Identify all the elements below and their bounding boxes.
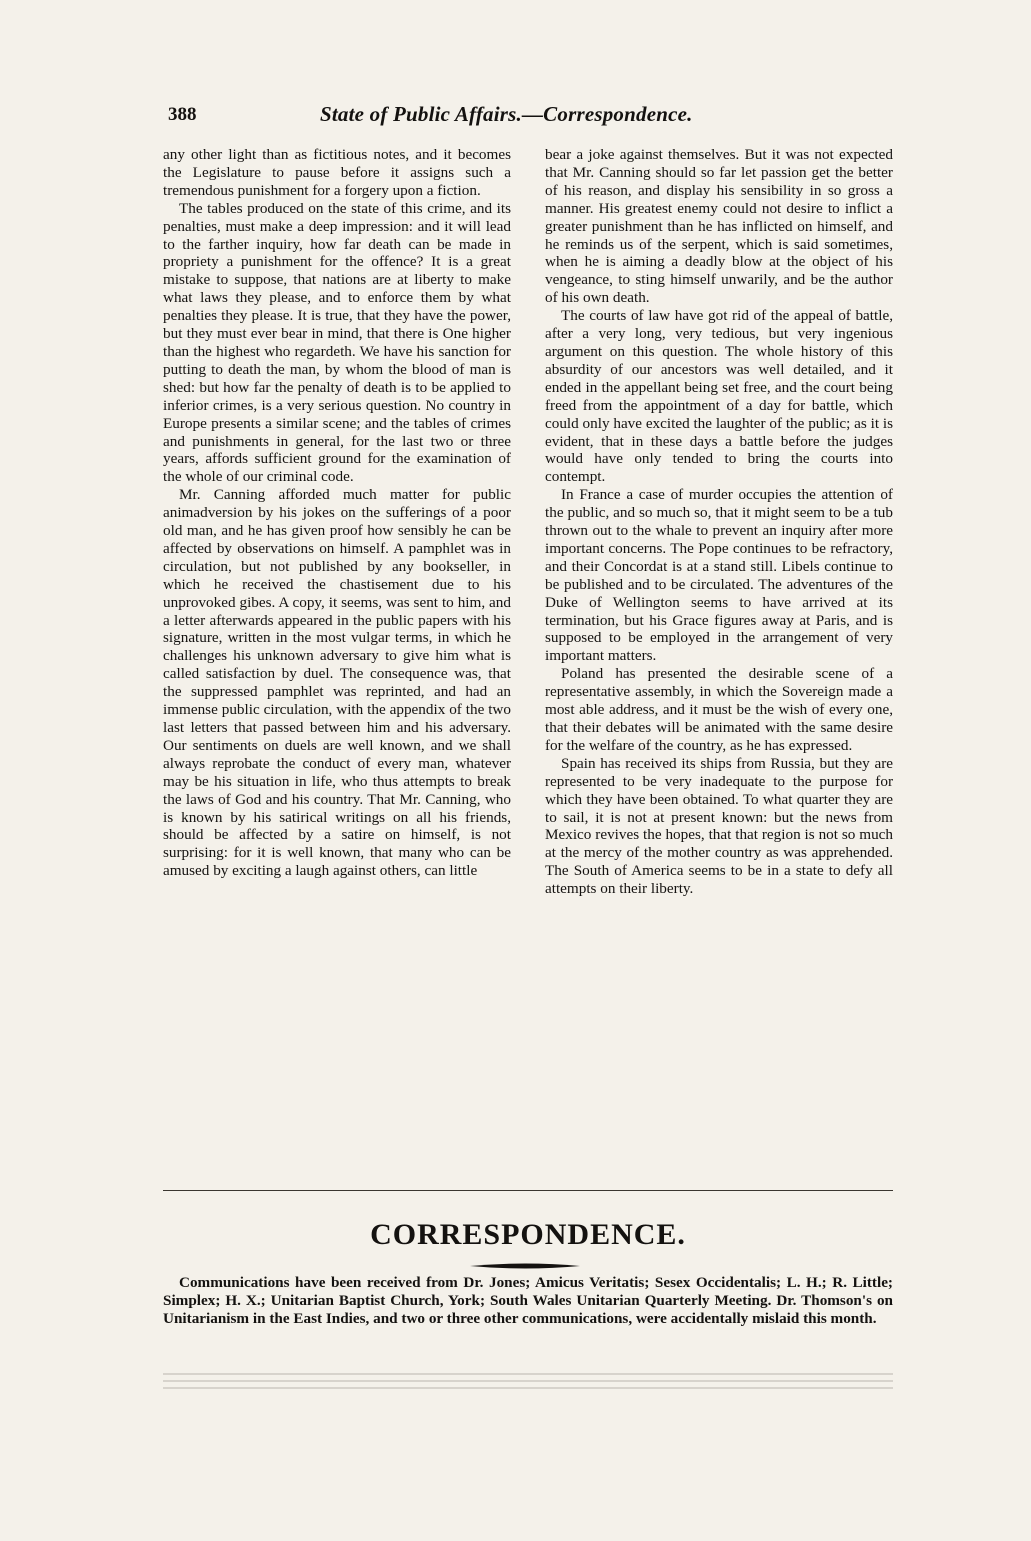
paragraph: Poland has presented the desirable scene of a representative assembly, in which the Sovereign made a most able address, and it must be the wish of every one, that their debates will be animated with the same desire for the welfare of the country, as he has expressed. xyxy=(545,665,893,754)
section-title: CORRESPONDENCE. xyxy=(370,1218,686,1251)
left-column xyxy=(163,146,511,880)
paragraph: In France a case of murder occupies the attention of the public, and so much so, that it might seem to be a tub thrown out to the whale to prevent an inquiry after more important concerns. The Pope continues to be refractory, and their Concordat is at a stand still. Libels continue to be published and to be circulated. The adventures of the Duke of Wellington seems to have arrived at its termination, but his Grace figures away at Paris, and is supposed to be employed in the arrangement of very important matters. xyxy=(545,486,893,665)
page-number: 388 xyxy=(168,104,197,125)
paragraph: Spain has received its ships from Russia, but they are represented to be very inadequate to the purpose for which they have been obtained. To what quarter they are to sail, it is not at present known: but the news from Mexico revives the hopes, that that region is not so much at the mercy of the mother country as was apprehended. The South of America seems to be in a state to defy all attempts on their liberty. xyxy=(545,754,893,898)
correspondence-paragraph: Communications have been received from Dr. Jones; Amicus Veritatis; Sesex Occidentalis; L. H.; R. Little; Simplex; H. X.; Unitarian Baptist Church, York; South Wales Unitarian Quarterly Meeting. Dr. Thomson's on Unitarianism in the East Indies, and two or three other communications, were accidentally mislaid this month. xyxy=(163,1274,893,1327)
correspondence-notice xyxy=(163,1274,893,1328)
paragraph: The courts of law have got rid of the appeal of battle, after a very long, very tedious, but very ingenious argument on this question. The whole history of this absurdity of our ancestors was well detailed, and it ended in the appellant being set free, and the court being freed from the appointment of a day for battle, which could only have excited the laughter of the public; as it is evident, that in these days a battle before the judges would have only tended to bring the courts into contempt. xyxy=(545,307,893,486)
bleed-through-decoration xyxy=(163,1368,893,1398)
paragraph: bear a joke against themselves. But it was not expected that Mr. Canning should so far let passion get the better of his reason, and display his sensibility in so gross a manner. His greatest enemy could not desire to inflict a greater punishment than he has inflicted on himself, and he reminds us of the serpent, which is said sometimes, when he is aiming a deadly blow at the object of his vengeance, to sting himself unwarily, and be the author of his own death. xyxy=(545,146,893,307)
running-head: State of Public Affairs.—Correspondence. xyxy=(320,102,693,126)
right-column xyxy=(545,146,893,898)
section-divider xyxy=(163,1190,893,1191)
paragraph: any other light than as fictitious notes, and it becomes the Legislature to pause before it assigns such a tremendous punishment for a forgery upon a fiction. xyxy=(163,146,511,199)
paragraph: The tables produced on the state of this crime, and its penalties, must make a deep impression: and it will lead to the farther inquiry, how far death can be made in propriety a punishment for the offence? It is a great mistake to suppose, that nations are at liberty to make what laws they please, and to enforce them by what penalties they please. It is true, that they have the power, but they must ever bear in mind, that there is One higher than the highest who regardeth. We have his sanction for putting to death the man, by whom the blood of man is shed: but how far the penalty of death is to be applied to inferior crimes, is a very serious question. No country in Europe presents a similar scene; and the tables of crimes and punishments in general, for the last two or three years, affords sufficient ground for the examination of the whole of our criminal code. xyxy=(163,199,511,486)
ornament-rule xyxy=(470,1262,580,1270)
paragraph: Mr. Canning afforded much matter for public animadversion by his jokes on the sufferings of a poor old man, and he has given proof how sensibly he can be affected by observations on himself. A pamphlet was in circulation, but not published by any bookseller, in which he received the chastisement due to his unprovoked gibes. A copy, it seems, was sent to him, and a letter afterwards appeared in the public papers with his signature, written in the most vulgar terms, in which he challenges his unknown adversary to give him what is called satisfaction by duel. The consequence was, that the suppressed pamphlet was reprinted, and had an immense public circulation, with the appendix of the two last letters that passed between him and his adversary. Our sentiments on duels are well known, and we shall always reprobate the conduct of every man, whatever may be his situation in life, who thus attempts to break the laws of God and his country. That Mr. Canning, who is known by his satirical writings on all his friends, should be affected by a satire on himself, is not surprising: for it is well known, that many who can be amused by exciting a laugh against others, can little xyxy=(163,486,511,880)
